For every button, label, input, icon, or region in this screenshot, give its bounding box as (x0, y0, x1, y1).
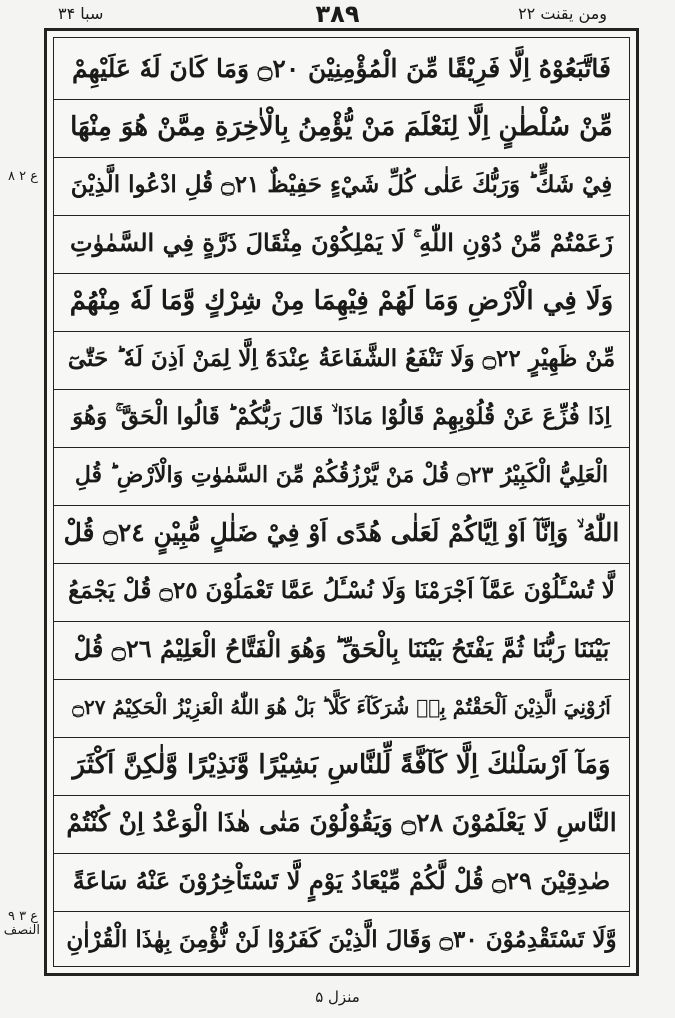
verse-line: بَيْنَنَا رَبُّنَا ثُمَّ يَفْتَحُ بَيْنَنَا بِالْحَقِّ ؕ وَهُوَ الْفَتَّاحُ الْعَلِيْمُ ۝٢٦ قُلْ (54, 618, 629, 680)
verse-line: اللّٰهُ ۙ وَاِنَّآ اَوْ اِيَّاكُمْ لَعَلٰى هُدًى اَوْ فِيْ ضَلٰلٍ مُّبِيْنٍ ۝٢٤ قُلْ (54, 502, 629, 564)
page-number: ۳۸۹ (315, 0, 360, 28)
verse-line: زَعَمْتُمْ مِّنْ دُوْنِ اللّٰهِ ۚ لَا يَمْلِكُوْنَ مِثْقَالَ ذَرَّةٍ فِي السَّمٰوٰتِ (54, 212, 629, 274)
verse-line: مِّنْ سُلْطٰنٍ اِلَّا لِنَعْلَمَ مَنْ يُّؤْمِنُ بِالْاٰخِرَةِ مِمَّنْ هُوَ مِنْهَا (54, 96, 629, 158)
page-header (0, 0, 675, 30)
verse-line: فِيْ شَكٍّ ؕ وَرَبُّكَ عَلٰى كُلِّ شَيْءٍ حَفِيْظٌ ۝٢١ قُلِ ادْعُوا الَّذِيْنَ (54, 154, 629, 216)
verse-line: وَلَا فِي الْاَرْضِ وَمَا لَهُمْ فِيْهِمَا مِنْ شِرْكٍ وَّمَا لَهٗ مِنْهُمْ (54, 270, 629, 332)
ruku-marker-top: ع ۲ ۸ (8, 169, 38, 184)
text-frame-inner (53, 37, 630, 967)
juz-name-label: ومن یقنت ۲۲ (518, 4, 607, 23)
verse-line: وَمَآ اَرْسَلْنٰكَ اِلَّا كَآفَّةً لِّلنَّاسِ بَشِيْرًا وَّنَذِيْرًا وَّلٰكِنَّ اَكْثَرَ (54, 734, 629, 796)
verse-line: اَرُوْنِيَ الَّذِيْنَ اَلْحَقْتُمْ بِهٖ شُرَكَآءَ كَلَّا ؕ بَلْ هُوَ اللّٰهُ الْعَزِيْزُ الْحَكِيْمُ ۝٢٧ (54, 676, 629, 738)
manzil-label: منزل ۵ (315, 988, 360, 1006)
verse-line: مِّنْ ظَهِيْرٍ ۝٢٢ وَلَا تَنْفَعُ الشَّفَاعَةُ عِنْدَهٗٓ اِلَّا لِمَنْ اَذِنَ لَهٗ ؕ حَتّٰىٓ (54, 328, 629, 390)
verse-line: النَّاسِ لَا يَعْلَمُوْنَ ۝٢٨ وَيَقُوْلُوْنَ مَتٰى هٰذَا الْوَعْدُ اِنْ كُنْتُمْ (54, 792, 629, 854)
verse-line: لَّا تُسْـَٔلُوْنَ عَمَّآ اَجْرَمْنَا وَلَا نُسْـَٔلُ عَمَّا تَعْمَلُوْنَ ۝٢٥ قُلْ يَجْمَعُ (54, 560, 629, 622)
verse-line: صٰدِقِيْنَ ۝٢٩ قُلْ لَّكُمْ مِّيْعَادُ يَوْمٍ لَّا تَسْتَاْخِرُوْنَ عَنْهُ سَاعَةً (54, 850, 629, 912)
text-frame (44, 28, 639, 976)
surah-name-label: سبا ۳۴ (58, 4, 104, 23)
verse-lines (54, 38, 629, 966)
verse-line: فَاتَّبَعُوْهُ اِلَّا فَرِيْقًا مِّنَ الْمُؤْمِنِيْنَ ۝٢٠ وَمَا كَانَ لَهٗ عَلَيْهِمْ (54, 38, 629, 100)
ruku-marker-bottom: ع ۳ ۹ النصف (3, 909, 40, 938)
verse-line: وَّلَا تَسْتَقْدِمُوْنَ ۝٣٠ وَقَالَ الَّذِيْنَ كَفَرُوْا لَنْ نُّؤْمِنَ بِهٰذَا الْقُرْاٰنِ (66, 925, 617, 953)
verse-line: الْعَلِيُّ الْكَبِيْرُ ۝٢٣ قُلْ مَنْ يَّرْزُقُكُمْ مِّنَ السَّمٰوٰتِ وَالْاَرْضِ ؕ قُلِ (54, 444, 629, 506)
verse-line: اِذَا فُزِّعَ عَنْ قُلُوْبِهِمْ قَالُوْا مَاذَا ۙ قَالَ رَبُّكُمْ ؕ قَالُوا الْحَقَّ ۚ وَهُوَ (54, 386, 629, 448)
